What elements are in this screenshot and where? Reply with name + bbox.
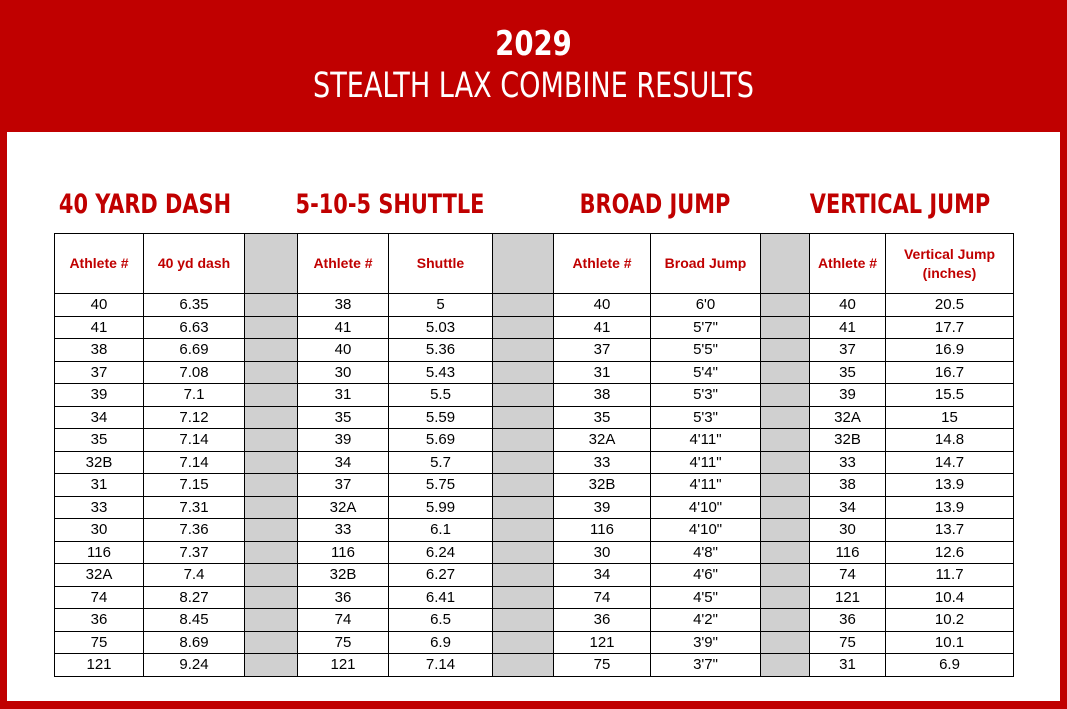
result-cell-vertical: 14.8: [886, 429, 1014, 452]
table-row: [55, 586, 1014, 609]
athlete-cell-shuttle: 41: [298, 316, 389, 339]
separator-column: [761, 474, 810, 497]
separator-column: [245, 316, 298, 339]
athlete-cell-broad: 31: [554, 361, 651, 384]
athlete-cell-broad: 33: [554, 451, 651, 474]
athlete-cell-dash: 74: [55, 586, 144, 609]
result-cell-shuttle: 5.75: [389, 474, 493, 497]
athlete-cell-broad: 30: [554, 541, 651, 564]
result-cell-broad: 4'11": [651, 474, 761, 497]
athlete-cell-shuttle: 37: [298, 474, 389, 497]
athlete-cell-dash: 33: [55, 496, 144, 519]
result-cell-dash: 7.14: [144, 429, 245, 452]
separator-column: [761, 429, 810, 452]
result-cell-dash: 8.69: [144, 631, 245, 654]
column-header-broad: Broad Jump: [651, 234, 761, 294]
athlete-cell-dash: 75: [55, 631, 144, 654]
athlete-cell-dash: 32B: [55, 451, 144, 474]
section-title-dash: 40 YARD DASH: [58, 189, 232, 220]
separator-column: [245, 429, 298, 452]
separator-column: [761, 406, 810, 429]
athlete-cell-dash: 116: [55, 541, 144, 564]
separator-column: [761, 564, 810, 587]
result-cell-broad: 4'10": [651, 519, 761, 542]
athlete-cell-dash: 38: [55, 339, 144, 362]
result-cell-broad: 6'0: [651, 294, 761, 317]
separator-column: [493, 406, 554, 429]
separator-column: [245, 496, 298, 519]
result-cell-shuttle: 6.9: [389, 631, 493, 654]
result-cell-vertical: 6.9: [886, 654, 1014, 677]
result-cell-broad: 3'7": [651, 654, 761, 677]
athlete-cell-vertical: 30: [810, 519, 886, 542]
separator-column: [761, 519, 810, 542]
athlete-cell-vertical: 36: [810, 609, 886, 632]
table-row: [55, 474, 1014, 497]
separator-column: [493, 654, 554, 677]
athlete-cell-shuttle: 74: [298, 609, 389, 632]
result-cell-dash: 7.31: [144, 496, 245, 519]
result-cell-broad: 5'4": [651, 361, 761, 384]
separator-column: [245, 451, 298, 474]
separator-column: [493, 429, 554, 452]
athlete-cell-dash: 41: [55, 316, 144, 339]
result-cell-broad: 4'10": [651, 496, 761, 519]
separator-column: [245, 361, 298, 384]
result-cell-broad: 5'5": [651, 339, 761, 362]
results-table: [54, 233, 1014, 677]
athlete-cell-dash: 39: [55, 384, 144, 407]
athlete-cell-broad: 75: [554, 654, 651, 677]
result-cell-broad: 5'3": [651, 406, 761, 429]
athlete-cell-dash: 34: [55, 406, 144, 429]
separator-column: [245, 586, 298, 609]
athlete-cell-vertical: 34: [810, 496, 886, 519]
table-row: [55, 429, 1014, 452]
table-row: [55, 541, 1014, 564]
separator-column: [245, 519, 298, 542]
result-cell-dash: 7.36: [144, 519, 245, 542]
athlete-cell-broad: 116: [554, 519, 651, 542]
result-cell-vertical: 15: [886, 406, 1014, 429]
separator-column: [493, 609, 554, 632]
athlete-cell-broad: 34: [554, 564, 651, 587]
separator-column: [245, 406, 298, 429]
athlete-cell-shuttle: 121: [298, 654, 389, 677]
result-cell-broad: 4'8": [651, 541, 761, 564]
result-cell-vertical: 12.6: [886, 541, 1014, 564]
result-cell-vertical: 10.4: [886, 586, 1014, 609]
table-row: [55, 654, 1014, 677]
separator-column: [493, 316, 554, 339]
athlete-cell-dash: 121: [55, 654, 144, 677]
separator-column: [761, 451, 810, 474]
separator-column: [761, 339, 810, 362]
table-row: [55, 384, 1014, 407]
table-row: [55, 496, 1014, 519]
page-title: STEALTH LAX COMBINE RESULTS: [313, 66, 754, 106]
separator-column: [493, 519, 554, 542]
result-cell-shuttle: 5.99: [389, 496, 493, 519]
separator-column: [761, 496, 810, 519]
result-cell-dash: 7.1: [144, 384, 245, 407]
column-header-athlete-vertical: Athlete #: [810, 234, 886, 294]
athlete-cell-vertical: 75: [810, 631, 886, 654]
result-cell-broad: 5'7": [651, 316, 761, 339]
athlete-cell-broad: 35: [554, 406, 651, 429]
result-cell-broad: 4'11": [651, 451, 761, 474]
result-cell-dash: 7.12: [144, 406, 245, 429]
result-cell-shuttle: 6.1: [389, 519, 493, 542]
result-cell-vertical: 16.7: [886, 361, 1014, 384]
separator-column: [493, 564, 554, 587]
athlete-cell-vertical: 32B: [810, 429, 886, 452]
header-row: [55, 234, 1014, 294]
athlete-cell-shuttle: 38: [298, 294, 389, 317]
athlete-cell-shuttle: 33: [298, 519, 389, 542]
result-cell-shuttle: 5.03: [389, 316, 493, 339]
result-cell-broad: 4'5": [651, 586, 761, 609]
separator-column: [245, 631, 298, 654]
result-cell-shuttle: 6.24: [389, 541, 493, 564]
result-cell-dash: 7.08: [144, 361, 245, 384]
table-row: [55, 316, 1014, 339]
athlete-cell-shuttle: 75: [298, 631, 389, 654]
page-year: 2029: [495, 24, 572, 64]
result-cell-vertical: 14.7: [886, 451, 1014, 474]
separator-column: [493, 541, 554, 564]
result-cell-shuttle: 6.27: [389, 564, 493, 587]
athlete-cell-broad: 36: [554, 609, 651, 632]
athlete-cell-broad: 37: [554, 339, 651, 362]
athlete-cell-vertical: 41: [810, 316, 886, 339]
athlete-cell-broad: 121: [554, 631, 651, 654]
separator-column: [493, 294, 554, 317]
separator-column: [493, 586, 554, 609]
table-row: [55, 564, 1014, 587]
separator-column: [493, 631, 554, 654]
column-header-athlete-dash: Athlete #: [55, 234, 144, 294]
athlete-cell-vertical: 37: [810, 339, 886, 362]
separator-column: [761, 541, 810, 564]
athlete-cell-shuttle: 31: [298, 384, 389, 407]
athlete-cell-shuttle: 32B: [298, 564, 389, 587]
column-header-athlete-shuttle: Athlete #: [298, 234, 389, 294]
table-row: [55, 361, 1014, 384]
separator-column: [493, 384, 554, 407]
result-cell-dash: 6.69: [144, 339, 245, 362]
separator-column: [493, 451, 554, 474]
separator-column: [761, 234, 810, 294]
athlete-cell-dash: 40: [55, 294, 144, 317]
athlete-cell-vertical: 32A: [810, 406, 886, 429]
athlete-cell-dash: 36: [55, 609, 144, 632]
result-cell-dash: 6.35: [144, 294, 245, 317]
athlete-cell-dash: 35: [55, 429, 144, 452]
result-cell-vertical: 15.5: [886, 384, 1014, 407]
athlete-cell-broad: 40: [554, 294, 651, 317]
table-row: [55, 294, 1014, 317]
result-cell-shuttle: 5.7: [389, 451, 493, 474]
result-cell-broad: 5'3": [651, 384, 761, 407]
result-cell-shuttle: 5.59: [389, 406, 493, 429]
result-cell-shuttle: 7.14: [389, 654, 493, 677]
column-header-athlete-broad: Athlete #: [554, 234, 651, 294]
result-cell-shuttle: 5: [389, 294, 493, 317]
athlete-cell-shuttle: 39: [298, 429, 389, 452]
column-header-vertical: [886, 234, 1014, 294]
result-cell-dash: 7.37: [144, 541, 245, 564]
athlete-cell-shuttle: 35: [298, 406, 389, 429]
result-cell-shuttle: 6.41: [389, 586, 493, 609]
table-row: [55, 451, 1014, 474]
athlete-cell-dash: 32A: [55, 564, 144, 587]
separator-column: [493, 361, 554, 384]
athlete-cell-broad: 41: [554, 316, 651, 339]
header-banner: [0, 0, 1067, 132]
column-header-shuttle: Shuttle: [389, 234, 493, 294]
separator-column: [493, 339, 554, 362]
result-cell-vertical: 10.2: [886, 609, 1014, 632]
result-cell-shuttle: 5.36: [389, 339, 493, 362]
result-cell-vertical: 17.7: [886, 316, 1014, 339]
result-cell-shuttle: 5.5: [389, 384, 493, 407]
column-header-dash: 40 yd dash: [144, 234, 245, 294]
separator-column: [245, 654, 298, 677]
athlete-cell-broad: 39: [554, 496, 651, 519]
table-row: [55, 631, 1014, 654]
separator-column: [761, 361, 810, 384]
separator-column: [245, 294, 298, 317]
column-header-vertical-line1: Vertical Jump: [903, 245, 996, 262]
separator-column: [761, 609, 810, 632]
separator-column: [761, 384, 810, 407]
result-cell-vertical: 13.7: [886, 519, 1014, 542]
separator-column: [245, 234, 298, 294]
table-row: [55, 339, 1014, 362]
section-title-shuttle: 5-10-5 SHUTTLE: [295, 189, 485, 220]
athlete-cell-vertical: 116: [810, 541, 886, 564]
athlete-cell-vertical: 31: [810, 654, 886, 677]
athlete-cell-vertical: 40: [810, 294, 886, 317]
athlete-cell-vertical: 39: [810, 384, 886, 407]
result-cell-dash: 7.4: [144, 564, 245, 587]
athlete-cell-broad: 74: [554, 586, 651, 609]
result-cell-broad: 4'11": [651, 429, 761, 452]
result-cell-vertical: 20.5: [886, 294, 1014, 317]
result-cell-dash: 6.63: [144, 316, 245, 339]
athlete-cell-shuttle: 40: [298, 339, 389, 362]
athlete-cell-shuttle: 32A: [298, 496, 389, 519]
result-cell-vertical: 13.9: [886, 496, 1014, 519]
separator-column: [245, 564, 298, 587]
table-row: [55, 609, 1014, 632]
result-cell-broad: 3'9": [651, 631, 761, 654]
athlete-cell-broad: 32B: [554, 474, 651, 497]
separator-column: [245, 541, 298, 564]
athlete-cell-vertical: 38: [810, 474, 886, 497]
result-cell-dash: 9.24: [144, 654, 245, 677]
athlete-cell-shuttle: 116: [298, 541, 389, 564]
athlete-cell-shuttle: 34: [298, 451, 389, 474]
table-row: [55, 406, 1014, 429]
athlete-cell-vertical: 33: [810, 451, 886, 474]
separator-column: [493, 234, 554, 294]
section-title-vertical: VERTICAL JUMP: [809, 189, 991, 220]
section-title-broad: BROAD JUMP: [579, 189, 731, 220]
result-cell-vertical: 11.7: [886, 564, 1014, 587]
athlete-cell-vertical: 121: [810, 586, 886, 609]
separator-column: [245, 339, 298, 362]
result-cell-dash: 8.27: [144, 586, 245, 609]
separator-column: [761, 316, 810, 339]
separator-column: [493, 474, 554, 497]
athlete-cell-dash: 37: [55, 361, 144, 384]
separator-column: [761, 294, 810, 317]
result-cell-broad: 4'6": [651, 564, 761, 587]
separator-column: [245, 384, 298, 407]
result-cell-vertical: 13.9: [886, 474, 1014, 497]
separator-column: [493, 496, 554, 519]
athlete-cell-vertical: 35: [810, 361, 886, 384]
athlete-cell-shuttle: 30: [298, 361, 389, 384]
athlete-cell-dash: 31: [55, 474, 144, 497]
result-cell-dash: 8.45: [144, 609, 245, 632]
separator-column: [761, 631, 810, 654]
result-cell-shuttle: 5.43: [389, 361, 493, 384]
result-cell-vertical: 10.1: [886, 631, 1014, 654]
result-cell-dash: 7.14: [144, 451, 245, 474]
table-row: [55, 519, 1014, 542]
result-cell-dash: 7.15: [144, 474, 245, 497]
separator-column: [245, 474, 298, 497]
athlete-cell-shuttle: 36: [298, 586, 389, 609]
result-cell-vertical: 16.9: [886, 339, 1014, 362]
athlete-cell-broad: 38: [554, 384, 651, 407]
result-cell-shuttle: 6.5: [389, 609, 493, 632]
separator-column: [245, 609, 298, 632]
separator-column: [761, 586, 810, 609]
result-cell-shuttle: 5.69: [389, 429, 493, 452]
result-cell-broad: 4'2": [651, 609, 761, 632]
athlete-cell-dash: 30: [55, 519, 144, 542]
column-header-vertical-line2: (inches): [922, 264, 977, 281]
athlete-cell-broad: 32A: [554, 429, 651, 452]
athlete-cell-vertical: 74: [810, 564, 886, 587]
results-body: [55, 294, 1014, 677]
separator-column: [761, 654, 810, 677]
